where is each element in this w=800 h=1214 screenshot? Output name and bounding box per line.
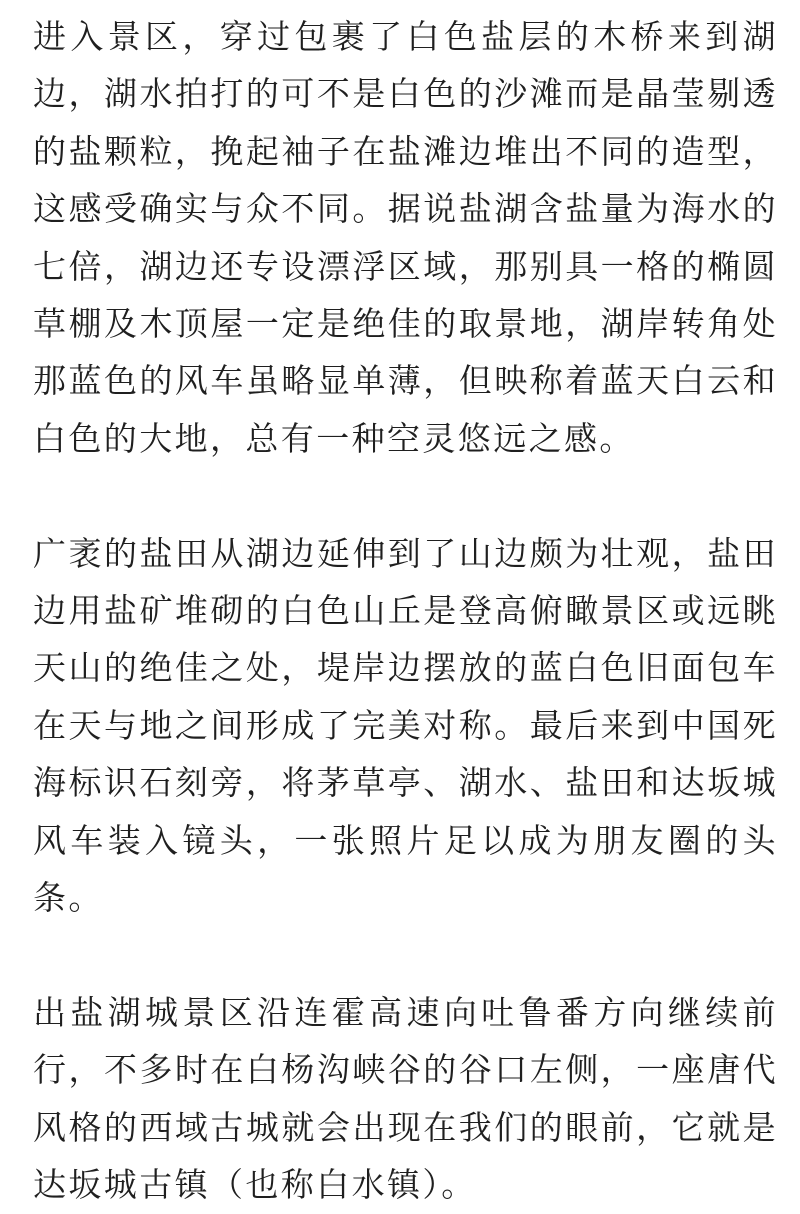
- paragraph-dabancheng-old-town: 出盐湖城景区沿连霍高速向吐鲁番方向继续前行，不多时在白杨沟峡谷的谷口左侧，一座唐代风格的西域古城就会出现在我们的眼前，它就是达坂城古镇（也称白水镇）。: [33, 992, 778, 1205]
- paragraph-salt-lake-scenic-area: 进入景区，穿过包裹了白色盐层的木桥来到湖边，湖水拍打的可不是白色的沙滩而是晶莹剔透的盐颗粒，挽起袖子在盐滩边堆出不同的造型，这感受确实与众不同。据说盐湖含盐量为海水的七倍，湖边还专设漂浮区域，那别具一格的椭圆草棚及木顶屋一定是绝佳的取景地，湖岸转角处那蓝色的风车虽略显单薄，但映称着蓝天白云和白色的大地，总有一种空灵悠远之感。: [33, 17, 778, 458]
- paragraph-salt-fields: 广袤的盐田从湖边延伸到了山边颇为壮观，盐田边用盐矿堆砌的白色山丘是登高俯瞰景区或远眺天山的绝佳之处，堤岸边摆放的蓝白色旧面包车在天与地之间形成了完美对称。最后来到中国死海标识石刻旁，将茅草亭、湖水、盐田和达坂城风车装入镜头，一张照片足以成为朋友圈的头条。: [33, 533, 778, 918]
